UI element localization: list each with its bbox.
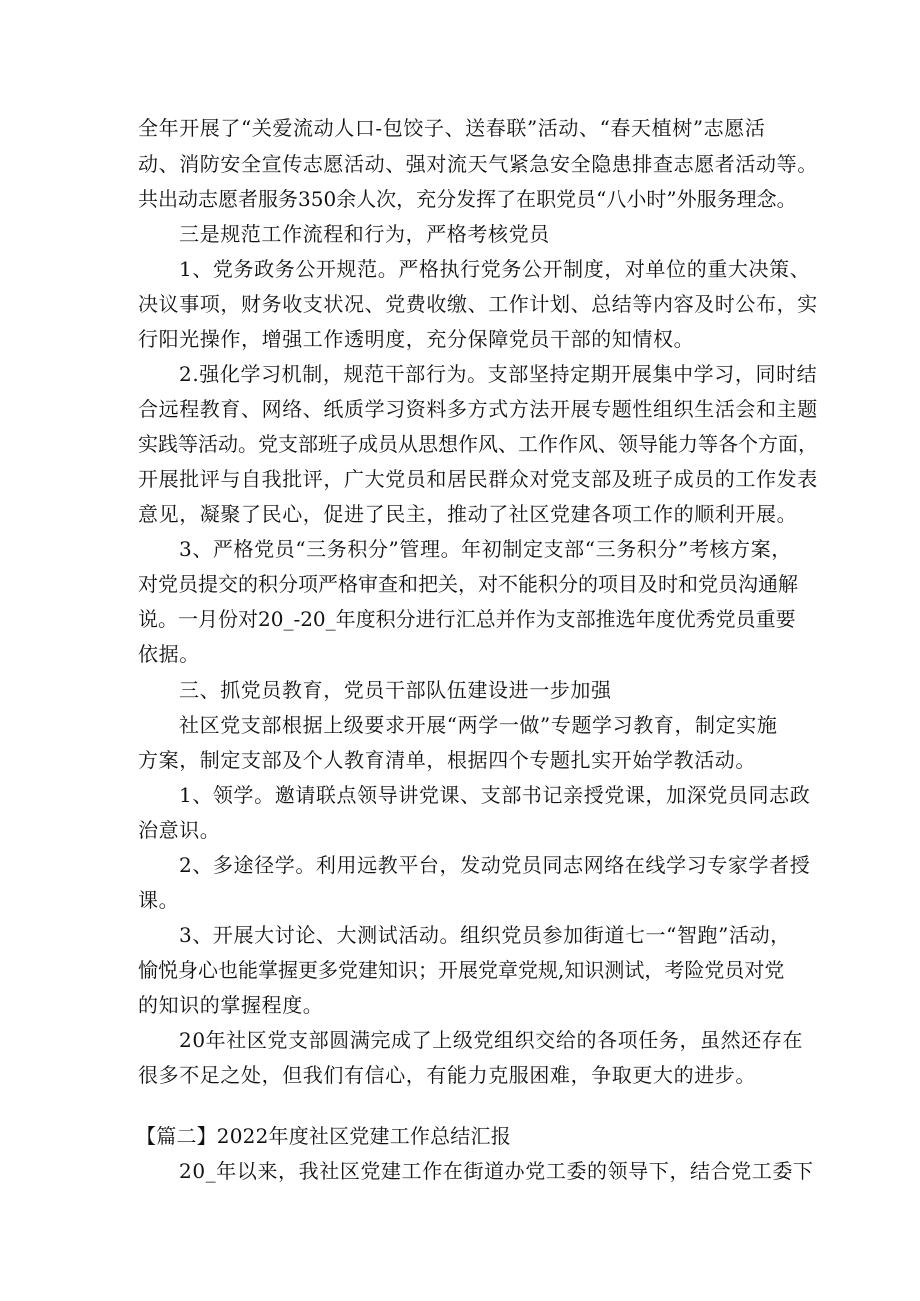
paragraph-line: 合远程教育、网络、纸质学习资料多方式方法开展专题性组织生活会和主题: [138, 397, 818, 421]
paragraph-line: 的知识的掌握程度。: [138, 993, 324, 1017]
paragraph-line: 意见，凝聚了民心，促进了民主，推动了社区党建各项工作的顺利开展。: [138, 502, 798, 526]
paragraph-line: 1、领学。邀请联点领导讲党课、支部书记亲授党课，加深党员同志政: [179, 783, 811, 807]
section-heading: 三是规范工作流程和行为，严格考核党员: [179, 222, 550, 246]
paragraph-line: 方案，制定支部及个人教育清单，根据四个专题扎实开始学教活动。: [138, 748, 756, 772]
paragraph-line: 治意识。: [138, 818, 221, 842]
paragraph-line: 2.强化学习机制，规范干部行为。支部坚持定期开展集中学习，同时结: [179, 362, 818, 386]
paragraph-line: 开展批评与自我批评，广大党员和居民群众对党支部及班子成员的工作发表: [138, 467, 818, 491]
paragraph-line: 决议事项，财务收支状况、党费收缴、工作计划、总结等内容及时公布，实: [138, 292, 818, 316]
paragraph-line: 20_年以来，我社区党建工作在街道办党工委的领导下，结合党工委下: [179, 1159, 814, 1183]
paragraph-line: 3、开展大讨论、大测试活动。组织党员参加街道七一“智跑”活动，: [179, 923, 791, 947]
article-title: 【篇二】2022年度社区党建工作总结汇报: [136, 1124, 511, 1148]
paragraph-line: 很多不足之处，但我们有信心，有能力克服困难，争取更大的进步。: [138, 1063, 756, 1087]
paragraph-line: 对党员提交的积分项严格审查和把关，对不能积分的项目及时和党员沟通解: [138, 572, 798, 596]
paragraph-line: 20年社区党支部圆满完成了上级党组织交给的各项任务，虽然还存在: [179, 1028, 804, 1052]
paragraph-line: 社区党支部根据上级要求开展“两学一做”专题学习教育，制定实施: [179, 713, 778, 737]
paragraph-line: 动、消防安全宣传志愿活动、强对流天气紧急安全隐患排查志愿者活动等。: [138, 152, 818, 176]
paragraph-line: 3、严格党员“三务积分”管理。年初制定支部“三务积分”考核方案，: [179, 537, 792, 561]
paragraph-line: 行阳光操作，增强工作透明度，充分保障党员干部的知情权。: [138, 327, 695, 351]
paragraph-line: 课。: [138, 888, 180, 912]
section-heading: 三、抓党员教育，党员干部队伍建设进一步加强: [179, 678, 612, 702]
paragraph-line: 依据。: [138, 642, 200, 666]
paragraph-line: 1、党务政务公开规范。严格执行党务公开制度，对单位的重大决策、: [179, 257, 811, 281]
paragraph-line: 共出动志愿者服务350余人次，充分发挥了在职党员“八小时”外服务理念。: [138, 187, 797, 211]
paragraph-line: 2、多途径学。利用远教平台，发动党员同志网络在线学习专家学者授: [179, 853, 811, 877]
paragraph-line: 实践等活动。党支部班子成员从思想作风、工作作风、领导能力等各个方面，: [138, 432, 818, 456]
paragraph-line: 愉悦身心也能掌握更多党建知识；开展党章党规,知识测试，考险党员对党: [138, 958, 785, 982]
paragraph-line: 全年开展了“关爱流动人口-包饺子、送春联”活动、“春天植树”志愿活: [138, 116, 766, 140]
paragraph-line: 说。一月份对20_-20_年度积分进行汇总并作为支部推选年度优秀党员重要: [138, 607, 796, 631]
